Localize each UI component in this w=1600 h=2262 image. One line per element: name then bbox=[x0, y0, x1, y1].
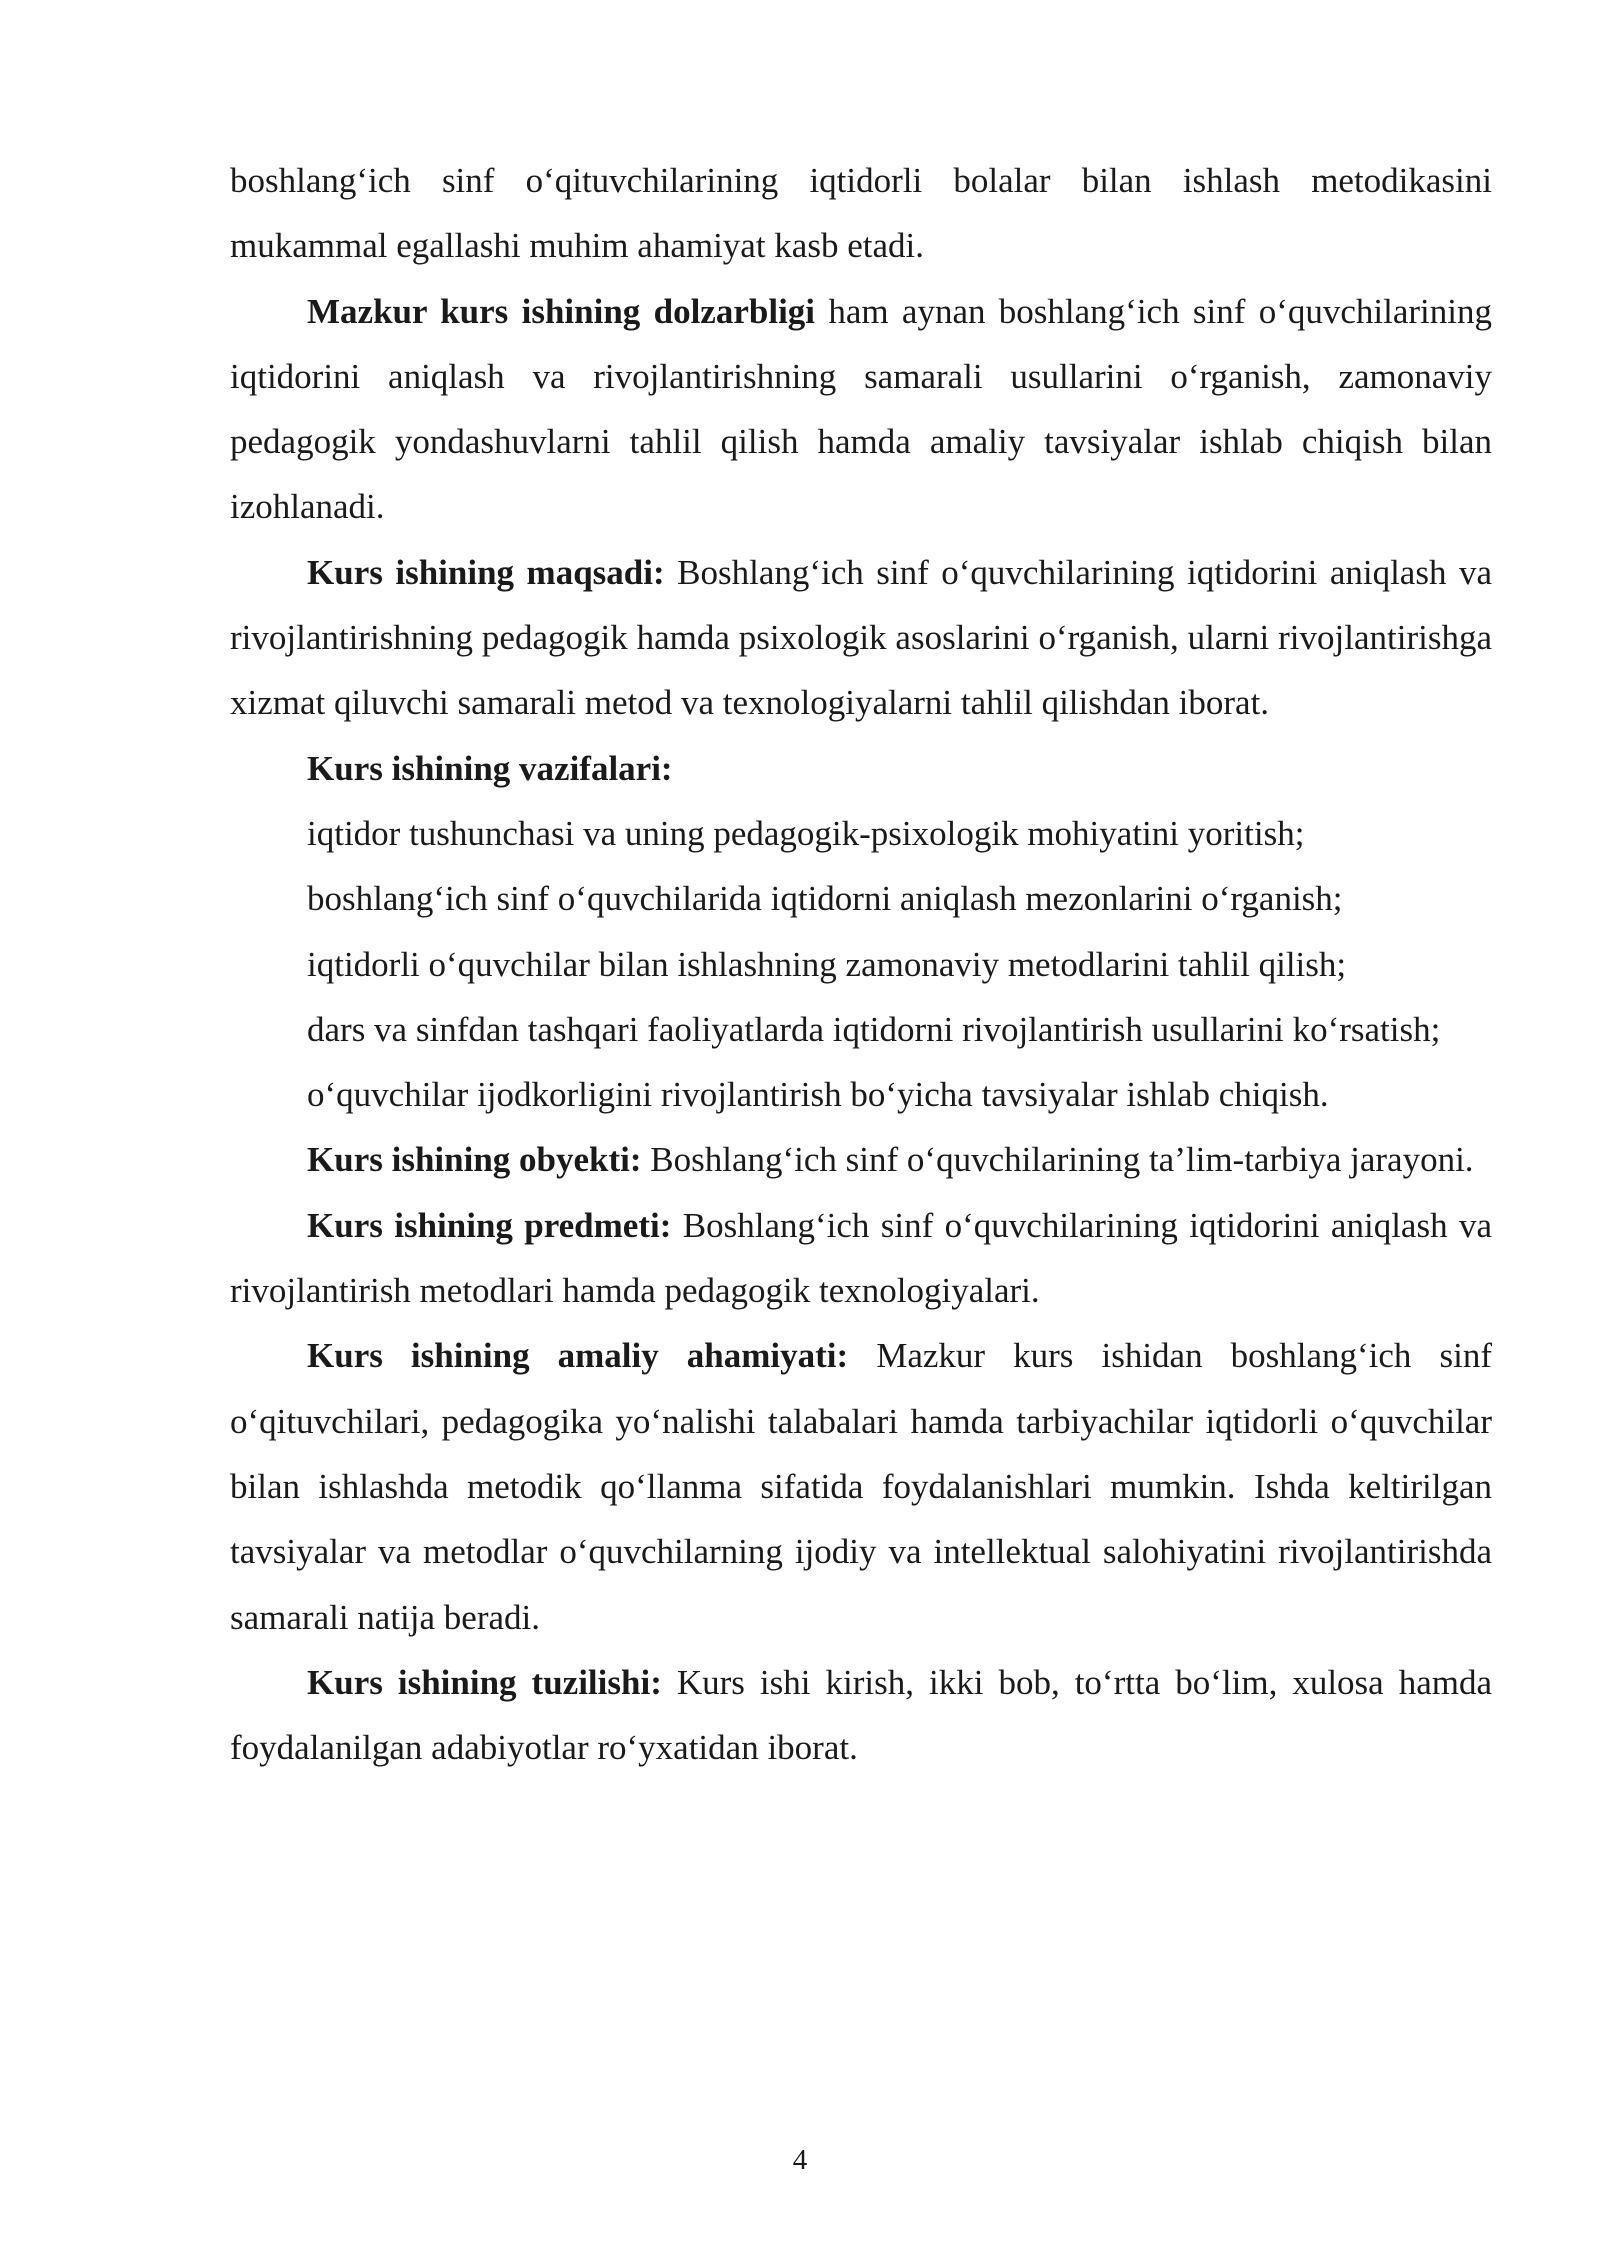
object-paragraph bbox=[230, 1127, 1492, 1192]
subject-text: Boshlang‘ich sinf o‘quvchilarining iqtidorini aniqlash va rivojlantirish metodlari hamda pedagogik texnologiyalari. bbox=[230, 1205, 1492, 1311]
subject-paragraph bbox=[230, 1193, 1492, 1324]
structure-paragraph bbox=[230, 1650, 1492, 1781]
object-text: Boshlang‘ich sinf o‘quvchilarining ta’lim-tarbiya jarayoni. bbox=[641, 1140, 1474, 1180]
relevance-label: Mazkur kurs ishining dolzarbligi bbox=[307, 291, 816, 331]
subject-label: Kurs ishining predmeti: bbox=[307, 1205, 672, 1245]
task-item: iqtidorli o‘quvchilar bilan ishlashning zamonaviy metodlarini tahlil qilish; bbox=[307, 944, 1347, 984]
goal-paragraph bbox=[230, 540, 1492, 736]
document-page bbox=[230, 148, 1492, 1780]
task-item: dars va sinfdan tashqari faoliyatlarda iqtidorni rivojlantirish usullarini ko‘rsatish; bbox=[307, 1009, 1441, 1049]
task-item: boshlang‘ich sinf o‘quvchilarida iqtidorni aniqlash mezonlarini o‘rganish; bbox=[307, 879, 1343, 919]
intro-continuation: boshlang‘ich sinf o‘qituvchilarining iqtidorli bolalar bilan ishlash metodikasini mukammal egallashi muhim ahamiyat kasb etadi. bbox=[230, 161, 1492, 266]
task-item: iqtidor tushunchasi va uning pedagogik-psixologik mohiyatini yoritish; bbox=[307, 813, 1305, 853]
goal-label: Kurs ishining maqsadi: bbox=[307, 552, 665, 592]
task-item: o‘quvchilar ijodkorligini rivojlantirish bo‘yicha tavsiyalar ishlab chiqish. bbox=[307, 1075, 1329, 1115]
relevance-text: ham aynan boshlang‘ich sinf o‘quvchilarining iqtidorini aniqlash va rivojlantirishning samarali usullarini o‘rganish, zamonaviy pedagogik yondashuvlarni tahlil qilish hamda amaliy tavsiyalar ishlab chiqish bilan izohlanadi. bbox=[230, 291, 1493, 527]
page-number: 4 bbox=[792, 2144, 808, 2176]
tasks-heading bbox=[230, 736, 1492, 801]
practical-significance-label: Kurs ishining amaliy ahamiyati: bbox=[307, 1336, 849, 1376]
object-label: Kurs ishining obyekti: bbox=[307, 1140, 642, 1180]
tasks-label: Kurs ishining vazifalari: bbox=[307, 748, 673, 788]
structure-text: Kurs ishi kirish, ikki bob, to‘rtta bo‘lim, xulosa hamda foydalanilgan adabiyotlar ro‘yxatidan iborat. bbox=[230, 1662, 1493, 1768]
practical-significance-paragraph bbox=[230, 1323, 1492, 1649]
structure-label: Kurs ishining tuzilishi: bbox=[307, 1662, 662, 1702]
practical-significance-text: Mazkur kurs ishidan boshlang‘ich sinf o‘qituvchilari, pedagogika yo‘nalishi talabalari hamda tarbiyachilar iqtidorli o‘quvchilar bilan ishlashda metodik qo‘llanma sifatida foydalanishlari mumkin. Ishda keltirilgan tavsiyalar va metodlar o‘quvchilarning ijodiy va intellektual salohiyatini rivojlantirishda samarali natija beradi. bbox=[230, 1336, 1492, 1637]
goal-text: Boshlang‘ich sinf o‘quvchilarining iqtidorini aniqlash va rivojlantirishning pedagogik hamda psixologik asoslarini o‘rganish, ularni rivojlantirishga xizmat qiluvchi samarali metod va texnologiyalarni tahlil qilishdan iborat. bbox=[230, 552, 1492, 723]
relevance-paragraph bbox=[230, 279, 1492, 540]
